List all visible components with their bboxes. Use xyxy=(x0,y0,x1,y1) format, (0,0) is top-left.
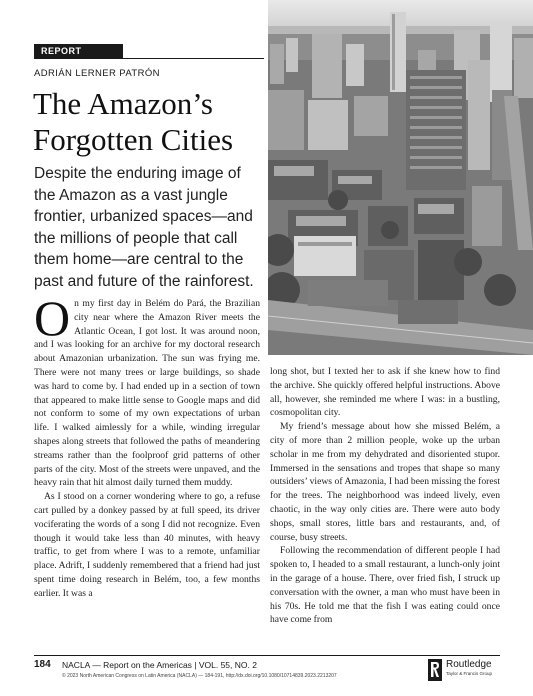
body-paragraph-3: long shot, but I texted her to ask if she knew how to find the archive. She quickly offered helpful instructions. Above all, however, she reminded me where I was: in a bustling, cosmopolitan city. xyxy=(270,366,500,419)
body-column-right xyxy=(270,365,500,627)
body-paragraph-1 xyxy=(34,290,260,490)
article-title: The Amazon’s Forgotten Cities xyxy=(33,86,234,157)
copyright-line: © 2023 North American Congress on Latin America (NACLA) — 184-191, http://dx.doi.org/10.1080/10714839.2023.2213207 xyxy=(62,673,337,679)
aerial-city-photo xyxy=(268,0,533,355)
body-paragraph-5: Following the recommendation of different people I had spoken to, I headed to a small restaurant, a lunch-only joint in the garage of a house. There, over fried fish, I struck up conversation with the owner, a man who must have been in his 70s. He told me that the fish I was eating could once have come from xyxy=(270,545,500,626)
paragraph-text: n my first day in Belém do Pará, the Brazilian city near where the Amazon River meets the Atlantic Ocean, I got lost. It was around noon, and I was looking for an archive for my doctoral research about Amazonian urbanization. The sun was frying me. There were not many trees or large buildings, so shade was hard to come by. I had ended up in a section of town that appeared to make little sense to Google maps and did not conform to some of my own expectations of urban life. I walked aimlessly for a while, winding irregular shapes along streets that followed the paths of meandering streams rather than the foolproof grid patterns of other parts of the city. Most of the streets were unpaved, and the heavy rain that hit almost daily turned them muddy. xyxy=(34,298,260,489)
section-label: REPORT xyxy=(34,44,123,59)
routledge-logo-icon xyxy=(428,659,442,681)
body-paragraph-4: My friend’s message about how she missed Belém, a city of more than 2 million people, woke up the urban scholar in me from my dehydrated and disoriented stupor. Immersed in the sensations and tropes that shape so many outsiders’ views of Amazonia, I had been missing the forest for the trees. The neighborhood was indeed lively, even chaotic, in the way only cities are. There were auto body shops, small stores, little bars and restaurants, and, of course, busy streets. xyxy=(270,421,500,543)
publisher-name: Routledge xyxy=(446,659,492,670)
drop-cap: O xyxy=(34,290,71,346)
publisher-logo xyxy=(428,659,492,681)
body-column-left xyxy=(34,290,260,601)
page-number: 184 xyxy=(34,659,51,670)
section-rule xyxy=(116,44,264,59)
author-byline: ADRIÁN LERNER PATRÓN xyxy=(34,68,160,79)
body-paragraph-2: As I stood on a corner wondering where to go, a refuse cart pulled by a donkey passed by at full speed, its driver vociferating the words of a song I did not recognize. Even though it would take less than 40 minutes, with heavy traffic, to get from where I was to a remote, unfamiliar place. Adrift, I suddenly remembered that a friend had just spent time doing research in Belém, too, a few months earlier. It was a xyxy=(34,491,260,599)
publisher-subtitle: Taylor & Francis Group xyxy=(446,671,493,676)
footer-rule xyxy=(34,655,500,656)
journal-line: NACLA — Report on the Americas | VOL. 55, NO. 2 xyxy=(62,660,257,670)
article-dek: Despite the enduring image of the Amazon as a vast jungle frontier, urbanized spaces—and the millions of people that call them home—are central to the past and future of the rainforest. xyxy=(34,165,254,290)
